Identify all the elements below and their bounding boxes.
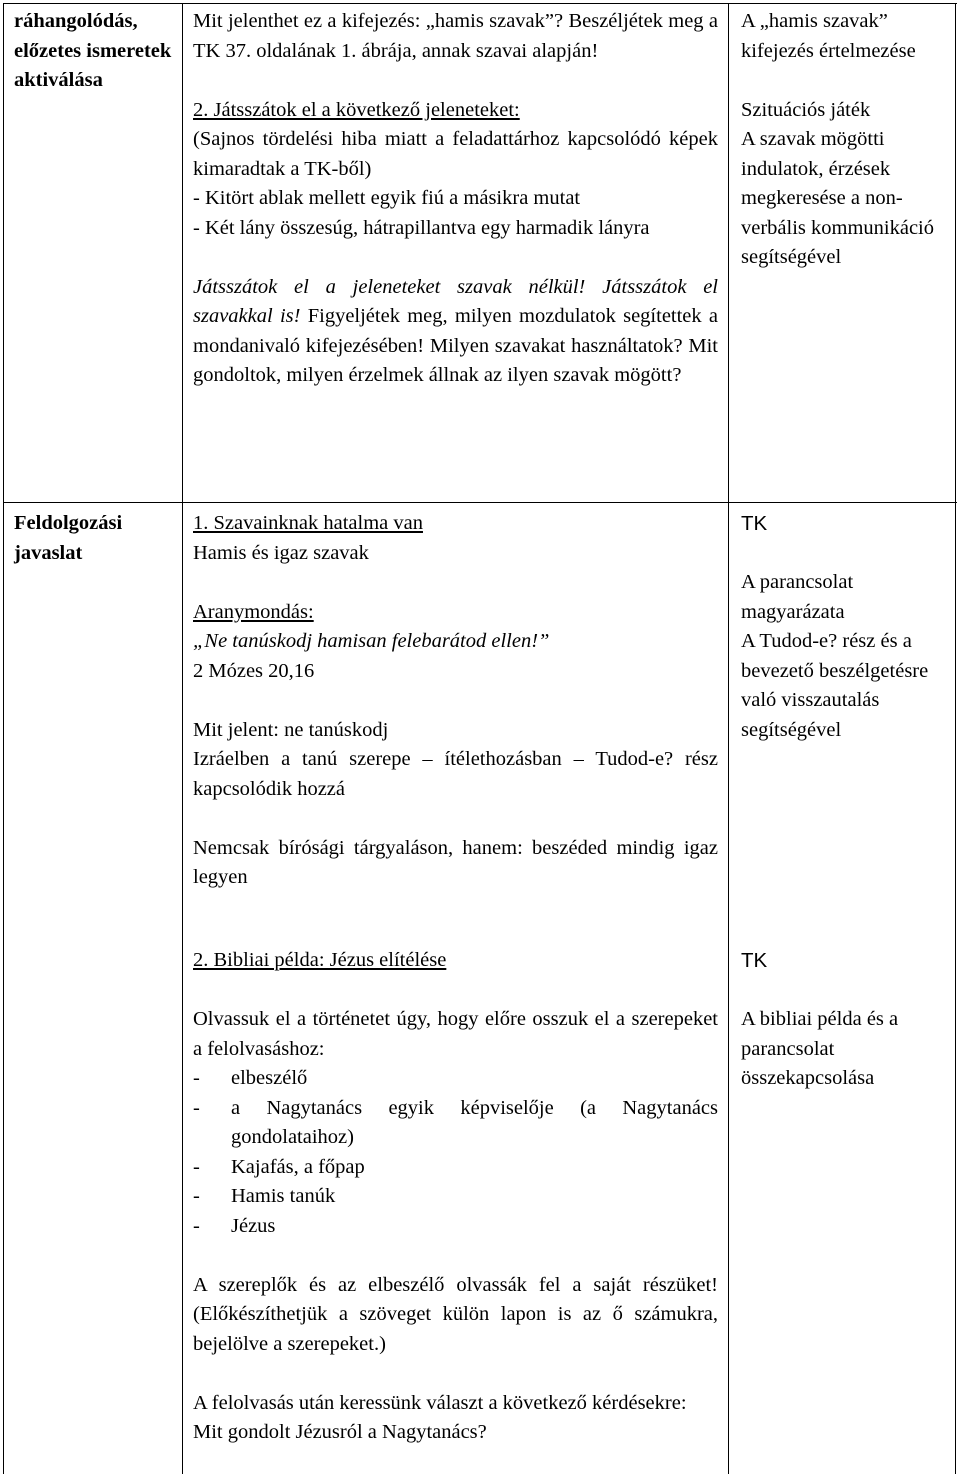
note-hamis-szavak: A „hamis szavak” kifejezés értelmezése [741, 10, 916, 62]
subheading-hamis-igaz: Hamis és igaz szavak [193, 541, 369, 564]
row-divider [4, 502, 957, 503]
not-only-court: Nemcsak bírósági tárgyaláson, hanem: beszéded mindig igaz legyen [193, 836, 718, 888]
question-1: Mit gondolt Jézusról a Nagytanács? [193, 1421, 487, 1443]
meaning-question: Mit jelent: ne tanúskodj [193, 718, 389, 741]
note-tk-1: TK [741, 512, 768, 535]
section2-part2-notes [741, 946, 946, 1094]
read-instruction: Olvassuk el a történetet úgy, hogy előre osszuk el a szerepeket a felolvasáshoz: [193, 1008, 718, 1060]
role-item: - Jézus [193, 1214, 276, 1237]
scene-2: - Két lány összesúg, hátrapillantva egy harmadik lányra [193, 216, 650, 239]
task2-title: 2. Játsszátok el a következő jeleneteket: [193, 98, 520, 121]
section1-notes [741, 7, 946, 273]
heading-bibliai-pelda: 2. Bibliai példa: Jézus elítélése [193, 949, 447, 971]
note-nonverbalis: A szavak mögötti indulatok, érzések megkeresése a non-verbális kommunikáció segítségével [741, 128, 934, 268]
scene-1: - Kitört ablak mellett egyik fiú a másikra mutat [193, 187, 581, 209]
column-divider-1 [182, 4, 183, 1474]
section1-label: ráhangolódás, előzetes ismeretek aktiválása [14, 10, 172, 91]
play-instruction-italic: Játsszátok el a jeleneteket szavak nélkül! Játsszátok el szavakkal is! [193, 275, 718, 327]
section2-part2-content [193, 946, 718, 1448]
aranymondas-quote: „Ne tanúskodj hamisan felebarátod ellen!” [193, 630, 550, 652]
after-reading: A felolvasás után keressünk választ a következő kérdésekre: [193, 1391, 687, 1414]
column-divider-2 [728, 4, 729, 1474]
readers-instruction: A szereplők és az elbeszélő olvassák fel a saját részüket! (Előkészíthetjük a szöveget külön lapon is az ő számukra, bejelölve a szerepeket.) [193, 1273, 718, 1355]
section1-content [193, 7, 718, 391]
note-szituacios-jatek: Szituációs játék [741, 98, 871, 121]
note-tudod-e: A Tudod-e? rész és a bevezető beszélgetésre való visszautalás segítségével [741, 630, 929, 741]
role-item: - elbeszélő [193, 1067, 308, 1089]
role-item: - Hamis tanúk [193, 1185, 336, 1207]
play-instruction [193, 273, 718, 391]
section2-part1-content [193, 509, 718, 893]
lesson-plan-table [3, 3, 957, 1474]
note-bibliai-pelda: A bibliai példa és a parancsolat összekapcsolása [741, 1008, 899, 1089]
role-item: - a Nagytanács egyik képviselője (a Nagytanács gondolataihoz) [193, 1096, 718, 1148]
task2-note: (Sajnos tördelési hiba miatt a feladattárhoz kapcsolódó képek kimaradtak a TK-ből) [193, 128, 718, 180]
note-tk-2: TK [741, 949, 768, 972]
aranymondas-reference: 2 Mózes 20,16 [193, 659, 315, 682]
heading-szavainknak: 1. Szavainknak hatalma van [193, 512, 423, 534]
role-item: - Kajafás, a főpap [193, 1155, 365, 1178]
play-instruction-rest: Figyeljétek meg, milyen mozdulatok segítettek a mondanivaló kifejezésében! Milyen szavakat használtatok? Mit gondoltok, milyen érzelmek állnak az ilyen szavak mögött? [193, 305, 719, 386]
section2-label: Feldolgozási javaslat [14, 512, 123, 564]
section2-part1-notes [741, 509, 946, 745]
table-right-border [955, 4, 956, 1474]
israel-witness: Izráelben a tanú szerepe – ítélethozásban – Tudod-e? rész kapcsolódik hozzá [193, 748, 718, 800]
aranymondas-label: Aranymondás: [193, 600, 314, 623]
note-parancsolat-magyarazata: A parancsolat magyarázata [741, 571, 854, 623]
intro-paragraph: Mit jelenthet ez a kifejezés: „hamis szavak”? Beszéljétek meg a TK 37. oldalának 1. ábrája, annak szavai alapján! [193, 10, 718, 62]
